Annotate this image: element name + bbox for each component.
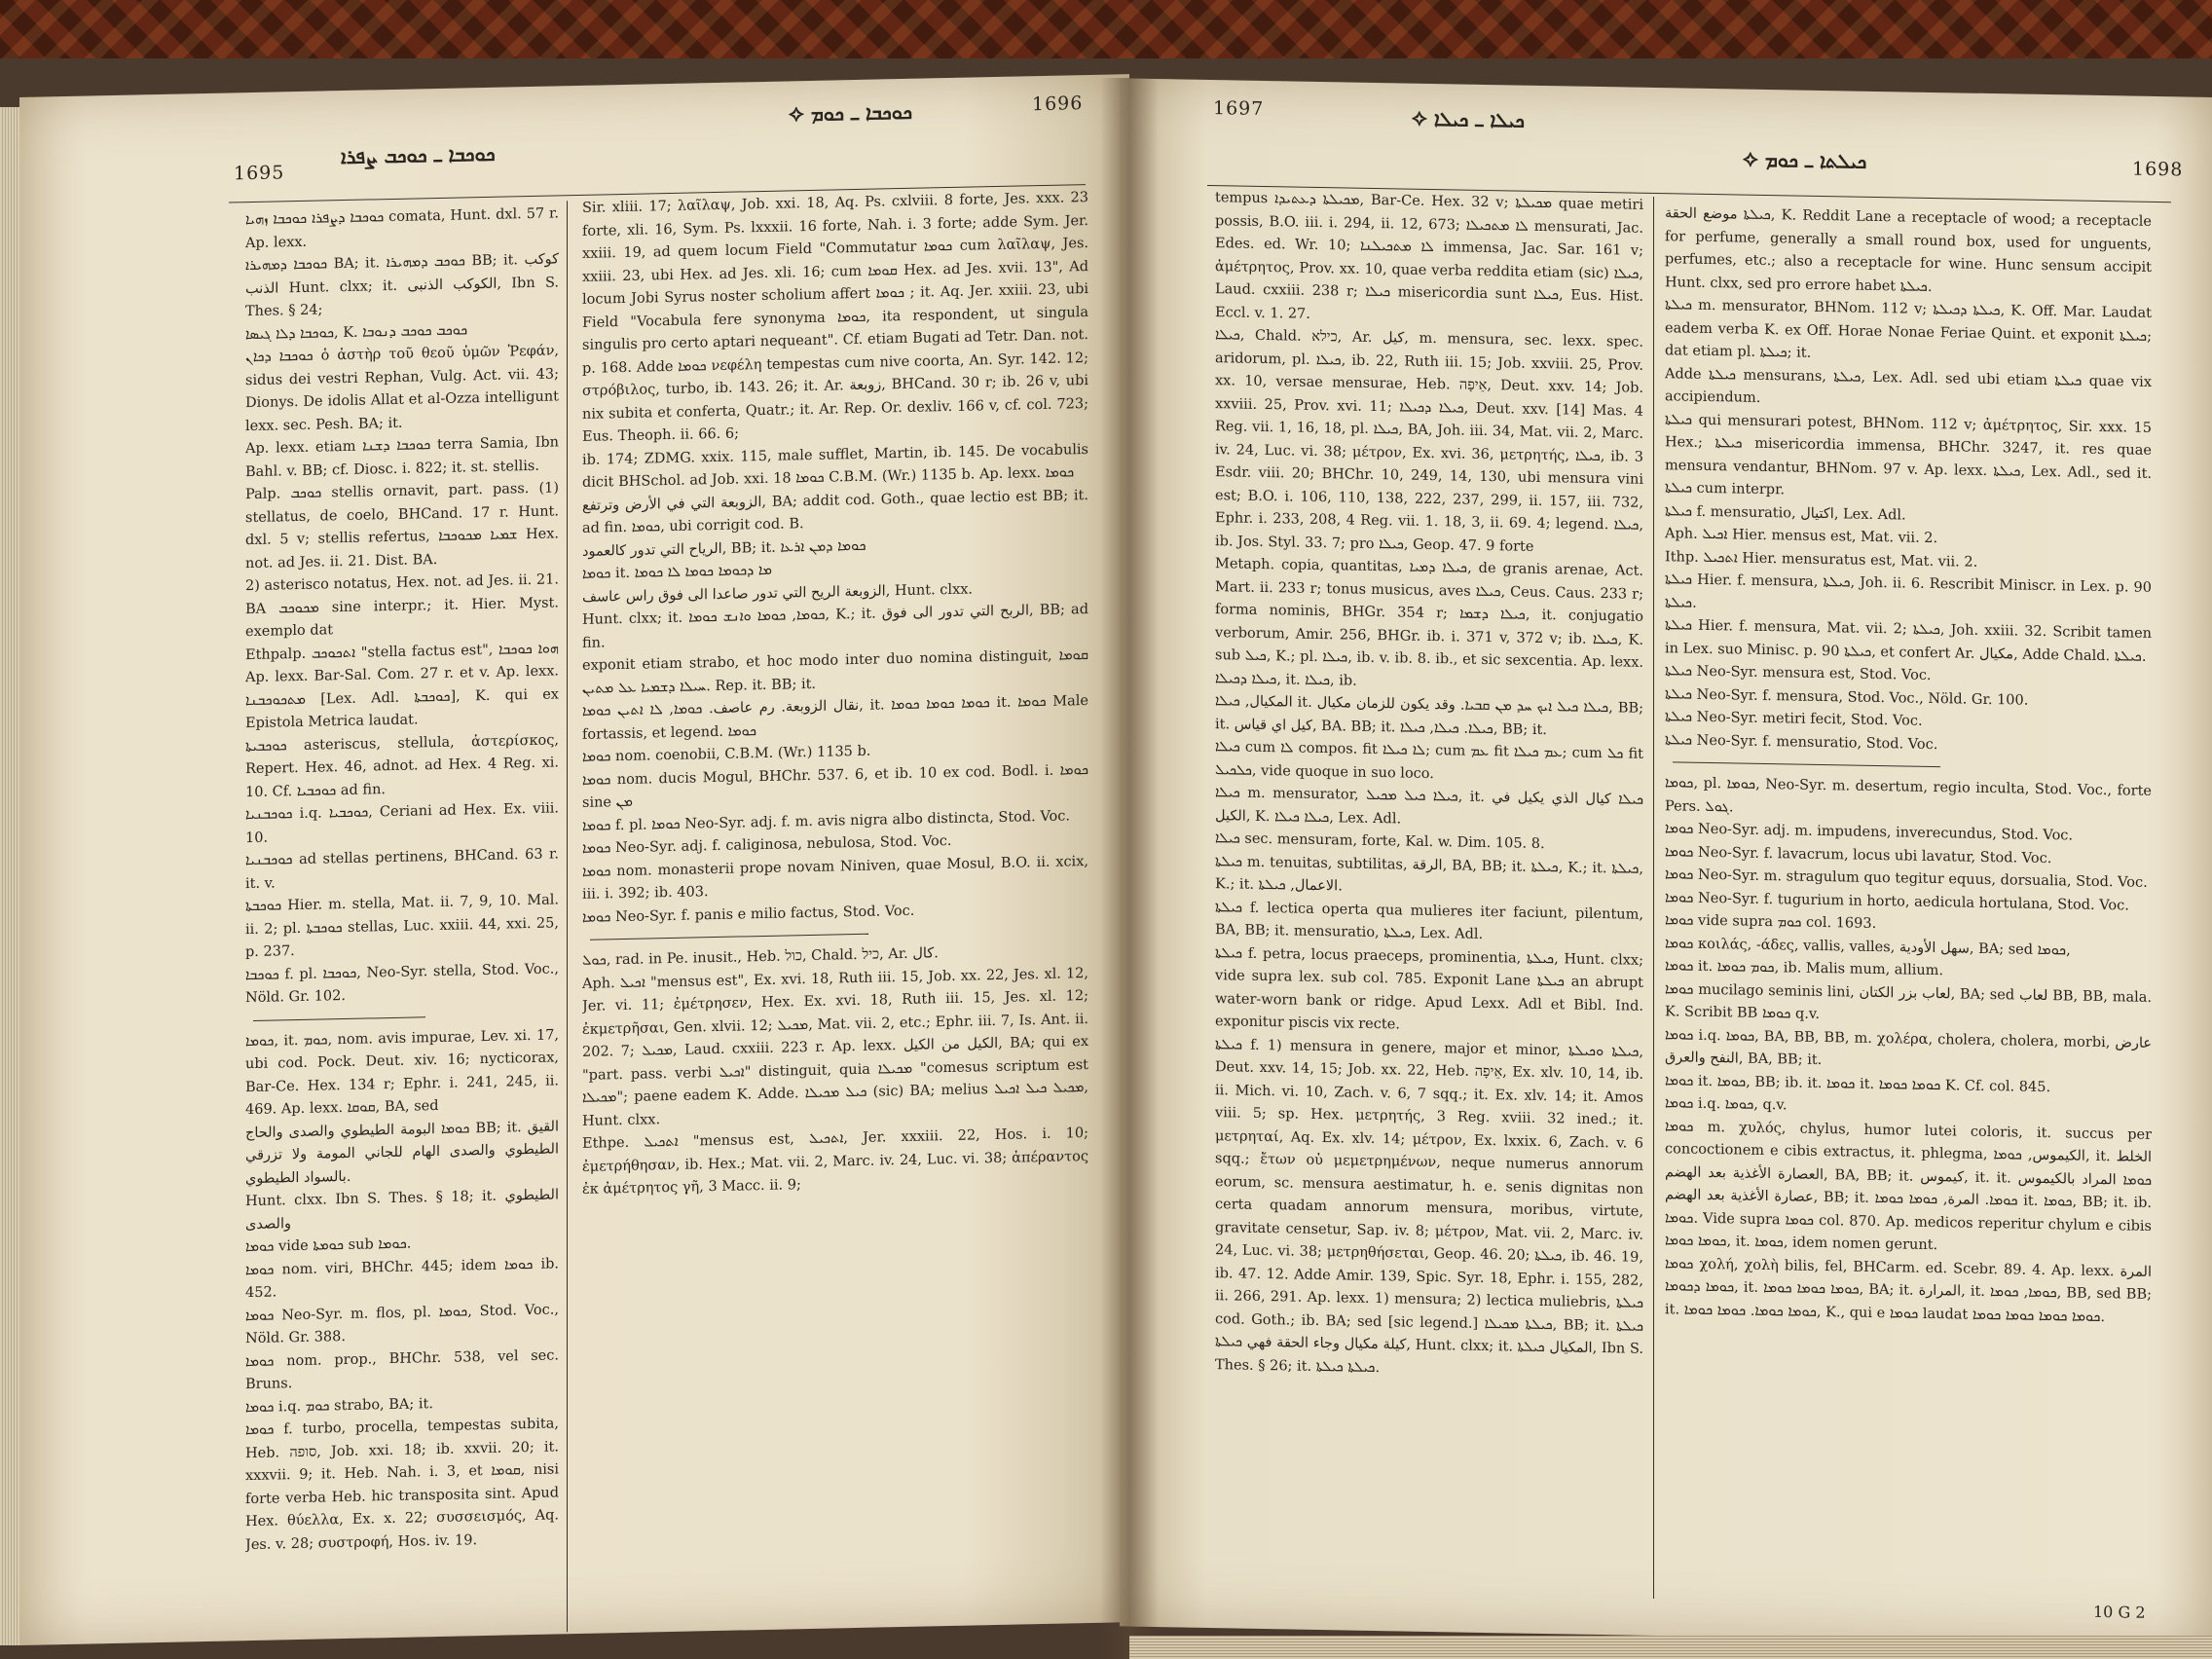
dictionary-entry: 2) asterisco notatus, Hex. not. ad Jes. ii. 21. BA ܡܟܘܟܒ sine interpr.; it. Hier. Myst. exemplo dat bbox=[245, 571, 559, 641]
right-page-column-2 bbox=[1665, 203, 2152, 1594]
dictionary-entry: ܟܝܠܐ sec. mensuram, forte, Kal. w. Dim. 105. 8. bbox=[1215, 830, 1545, 853]
dictionary-entry: Hunt. clxx. Ibn S. Thes. § 18; it. الطيطوي والصدى bbox=[245, 1187, 559, 1233]
column-entries bbox=[245, 203, 559, 1010]
dictionary-entry: ܟܝܠܬܐ f. petra, locus praeceps, prominentia, ܟܝܠܬܐ, Hunt. clxx; vide supra lex. sub col. 785. Exponit Lane ܟܝܠܬܐ an abrupt water-worn bank or ridge. Apud Lexx. Adl et Bibl. Ind. exponitur piscis vix recte. bbox=[1215, 944, 1643, 1033]
dictionary-entry: ܟܘܟܒܐ ܕܟܐܢ ὁ ἀστὴρ τοῦ θεοῦ ὑμῶν Ῥεφάν, sidus dei vestri Rephan, Vulg. Act. vii. 43; Dionys. De idolis Allat et al-Ozza intelligunt lexx. sec. Pesh. BA; it. bbox=[245, 343, 559, 434]
column-entries bbox=[1215, 187, 1643, 1384]
dictionary-entry: exponit etiam strabo, et hoc modo inter duo nomina distinguit, ܩܘܡܐ ܚܝܠܐ ܕܫܡܝܐ ܥܠ ܡܬܝܢ. Rep. it. BB; it. bbox=[582, 647, 1088, 697]
dictionary-entry: ܟܘܡܐ nom. prop., BHChr. 538, vel sec. Bruns. bbox=[245, 1346, 559, 1393]
dictionary-entry: ܟܘܡܐ البومة الطيطوي والصدى والحاج BB; it. القيق الطيطوي والصدى الهام للجاني المومة ولا تزرقي بالسواد الطيطوي. bbox=[245, 1118, 559, 1187]
dictionary-entry: ܟܘܡܐ f. pl. ܟܘܡܐ Neo-Syr. adj. f. m. avis nigra albo distincta, Stod. Voc. bbox=[582, 807, 1071, 834]
dictionary-entry: ܟܘܡܐ vide supra ܟܘܡ col. 1693. bbox=[1665, 912, 1877, 932]
dictionary-entry: ܟܘܡܐ Neo-Syr. m. stragulum quo tegitur equus, dorsualia, Stod. Voc. bbox=[1665, 866, 2148, 891]
signature-mark: 10 G 2 bbox=[2093, 1602, 2146, 1622]
dictionary-entry: نقال الزوبعة. رم عاصف. ܟܘܡܐ, ܠܐ ܐܬܝܢ ܟܘܡܐ, it. ܟܘܡܐ ܟܘܡܐ ܟܘܡܐ it. ܟܘܡܐ Male fortassis, et legend. ܟܘܡܐ bbox=[582, 693, 1088, 743]
dictionary-entry: ܟܘܡܐ mucilago seminis lini, لعاب بزر الكتان, BA; sed لعاب BB, BB, mala. K. Scribit BB ܟܘܡܐ q.v. bbox=[1665, 980, 2152, 1022]
dictionary-entry: Ithp. ܐܬܟܝܠ Hier. mensuratus est, Mat. vii. 2. bbox=[1665, 548, 1978, 571]
dictionary-entry: ܟܘܡܐ χολή, χολὴ bilis, fel, BHCarm. ed. Scebr. 89. 4. Ap. lexx. المرة ܟܘܡܐ ܕܟܘܡܐ, it. ܟܘܡܐ ܟܘܡܐ ܟܘܡܐ, BA; it. المرارة, it. ܟܘܡܐ, ܟܘܡܐ, BB, sed BB; it. ܟܘܡܐ ܟܘܡܐ. ܟܘܡܐ ܟܘܡܐ, K., qui e ܟܘܡܐ laudat ܟܘܡܐ ܟܘܡܐ ܟܘܡܐ ܟܘܡܐ. bbox=[1665, 1255, 2152, 1325]
dictionary-entry: ܟܘܡܐ it. ܟܘܡ ܟܘܡܐ, ib. Malis mum, allium. bbox=[1665, 958, 1944, 979]
dictionary-entry: ܟܝܠܐ cum ܠܐ compos. fit ܠܐ ܟܝܠܐ; cum ܥܡ fit ܥܡ ܟܝܠܐ; cum ܟܠ fit ܟܠܟܝܠ, vide quoque in suo loco. bbox=[1215, 739, 1643, 782]
left-page-column-1 bbox=[245, 203, 559, 1641]
dictionary-entry: ܟܝܠܬܐ f. 1) mensura in genere, major et minor, ܟܝܠܬܐ ܘܟܝܠܬܐ, Deut. xxv. 14, 15; Job. xx. 22, Heb. אֵיפָה, Ex. xlv. 10, 14, ib. ii. Mich. vi. 10, Zach. v. 6, 7 sqq.; it. Ex. xlv. 14; it. Amos viii. 5; sp. Hex. μετρητής, 3 Reg. xviii. 32 ined.; it. μετρηταί, Aq. Ex. xlv. 14; μέτρον, Ex. lxxix. 6, Zach. v. 6 sqq.; ἔτων οὐ μεμετρημένων, neque numerus annorum eorum, sc. mensura aestimatur, h. e. senis dignitas non certa quadam annorum mensura, moribus, virtute, gravitate censetur, Sap. iv. 8; μέτρον, Mat. vii. 2, Marc. iv. 24, Luc. vi. 38; μετρηθήσεται, Geop. 46. 20; ܟܝܠܬܐ, ib. 46. 19, ib. 47. 12. Adde Amir. 139, Spic. Syr. 18, Ephr. i. 155, 282, ii. 266, 291. Ap. lexx. 1) mensura; 2) lectica muliebris, ܟܝܠܬܐ cod. Goth.; ib. BA; sed [sic legend.] ܟܝܠܬܐ ܡܟܝܠܐ, BB; it. ܟܝܠܬܐ كيلة مكيال وجاء الحقة فهي ܟܝܠܬܐ, Hunt. clxx; it. المكيال ܟܝܠܬܐ, Ibn S. Thes. § 26; it. ܟܝܠܬܐ ܟܝܠܬܐ. bbox=[1215, 1036, 1643, 1376]
dictionary-entry: ܟܝܠܬܐ Hier. f. mensura, ܟܝܠܬܐ, Joh. ii. 6. Rescribit Miniscr. in Lex. p. 90 ܟܝܠܬܐ. bbox=[1665, 571, 2152, 611]
dictionary-entry: ܟܝܠܬܐ Hier. f. mensura, Mat. vii. 2; ܟܝܠܬܐ, Joh. xxiii. 32. Scribit tamen in Lex. suo Minisc. p. 90 ܟܝܠܬܐ, et confert Ar. مكيال, Adde Chald. ܟܝܠܬܐ. bbox=[1665, 617, 2152, 665]
dictionary-entry: الرياح التي تدور كالعمود, BB; it. ܟܘܡܐ ܕܡܢ ܐܪܥܐ bbox=[582, 537, 866, 560]
dictionary-entry: ib. 174; ZDMG. xxix. 115, male sufflet, Martin, ib. 145. De vocabulis dicit BHSchol. ad Job. xxi. 18 ܟܘܡܐ C.B.M. (Wr.) 1135 b. Ap. lexx. ܟܘܡܐ bbox=[582, 441, 1088, 491]
book-gutter bbox=[1100, 78, 1159, 1659]
entry-rule bbox=[590, 934, 868, 940]
dictionary-entry: المكيال, ܟܝܠܐ it. ܟܝܠܐ ܟܝܠ ܐܝܟ ܚܕ ܡܢ ܩܒܝܐ. وقد يكون للزمان مكيال, BB; it. كيل اي قياس, BA. BB; it. ܟܝܠܐ. ܟܝܠܐ, ܟܝܠܐ, BB; it. bbox=[1215, 693, 1643, 738]
column-entries-b bbox=[1665, 772, 2152, 1330]
dictionary-entry: ܟܘܟܒܐ f. pl. ܟܘܟܒܐ, Neo-Syr. stella, Stod. Voc., Nöld. Gr. 102. bbox=[245, 960, 559, 1007]
dictionary-entry: tempus ܡܟܝܠܬܐ ܕܥܬܝܕܐ, Bar-Ce. Hex. 32 v; ܡܟܝܠܬܐ quae metiri possis, B.O. iii. i. 294, ii. 12, 673; ܠܐ ܡܬܟܝܠܐ mensurati, Jac. Edes. ed. Wr. 10; ܠܐ ܡܬܟܝܠܢܐ immensa, Jac. Sar. 161 v; ἀμέτρητος, Prov. xx. 10, quae verba reddita etiam (sic) ܟܝܠܐ, Laud. cxxiii. 238 r; ܟܝܠܐ misericordia sunt ܟܝܠܐ, Eus. Hist. Eccl. v. 1. 27. bbox=[1215, 190, 1643, 322]
column-entries-b bbox=[582, 940, 1088, 1201]
dictionary-entry: ܟܘܡܐ vide ܟܘܡܬܐ sub ܟܘܡܐ. bbox=[245, 1235, 412, 1256]
dictionary-entry: Adde ܟܝܠܬܐ mensurans, ܟܝܠܬܐ, Lex. Adl. sed ubi etiam ܟܝܠܬܐ quae vix accipiendum. bbox=[1665, 365, 2152, 406]
dictionary-entry: ܟܘܟܒܢܝܐ i.q. ܟܘܟܒܝܐ, Ceriani ad Hex. Ex. viii. 10. bbox=[245, 800, 559, 846]
dictionary-entry: ܟܘܠ, rad. in Pe. inusit., Heb. כול, Chald. כיל, Ar. كال. bbox=[582, 945, 939, 969]
right-page-column-1 bbox=[1215, 187, 1643, 1606]
left-page-column-2 bbox=[582, 187, 1088, 1634]
folio-1698: 1698 bbox=[2132, 158, 2184, 181]
dictionary-entry: ܟܘܡܐ nom. viri, BHChr. 445; idem ܟܘܡܐ ib. 452. bbox=[245, 1255, 559, 1302]
dictionary-entry: Ethpalp. ܐܬܟܘܟܒ "stella factus est", ܗܘܐ ܟܘܟܒܐ Ap. lexx. Bar-Sal. Com. 27 r. et v. Ap. lexx. ܡܬܟܘܟܒܢܐ [Lex. Adl. ܟܘܟܒܬܐ], K. qui ex Epistola Metrica laudat. bbox=[245, 640, 559, 732]
dictionary-entry: ܟܘܟܒܐ ܕܠܐ ܓܝܣܐ, K. ܟܘܟܒ ܟܘܟܒ ܕܢܘܒܐ bbox=[245, 321, 468, 343]
dictionary-entry: Aph. ܐܟܝܠ Hier. mensus est, Mat. vii. 2. bbox=[1665, 526, 1938, 547]
dictionary-entry: ܟܝܠܬܐ f. mensuratio, اكتيال, Lex. Adl. bbox=[1665, 502, 1906, 524]
dictionary-entry: ܟܝܠܐ, Chald. כילא, Ar. كيل, m. mensura, sec. lexx. spec. aridorum, pl. ܟܝܠܐ, ib. 22, Ruth iii. 15; Job. xxviii. 25, Prov. xx. 10, versae mensurae, Heb. אֵיפָה, Deut. xxv. 14; Job. xxviii. 25, Prov. xvi. 11; ܟܝܠܐ ܕܟܝܠܐ, Deut. xxv. [14] Mas. 4 Reg. vii. 1, 16, 18, pl. ܟܝܠܐ, BA, Joh. iii. 34, Mat. vii. 2, Marc. iv. 24, Luc. vi. 38; μέτρον, Ex. xvi. 36, μετρητής, ܟܝܠܐ, ib. 3 Esdr. viii. 20; BHChr. 10, 249, 14, 130, ubi mensura vini est; B.O. i. 106, 110, 138, 222, 237, 299, ii. 157, iii. 732, Ephr. i. 233, 208, 4 Reg. vii. 1. 18, 3, ii. 69. 4; legend. ܟܝܠܐ, ib. Jos. Styl. 33. 7; pro ܟܝܠܐ, Geop. 47. 9 forte bbox=[1215, 327, 1643, 555]
dictionary-entry: ܟܘܡܐ i.q. ܟܘܡ strabo, BA; it. bbox=[245, 1395, 433, 1416]
dictionary-entry: ܟܘܡܐ nom. monasterii prope novam Niniven, quae Mosul, B.O. ii. xcix, iii. i. 392; ib. 403. bbox=[582, 853, 1088, 903]
dictionary-entry: Ap. lexx. etiam ܟܘܟܒܐ ܕܫܢܐ terra Samia, Ibn Bahl. v. BB; cf. Diosc. i. 822; it. st. stellis. bbox=[245, 434, 559, 480]
dictionary-entry: ܟܝܠܬܐ Neo-Syr. f. mensuratio, Stod. Voc. bbox=[1665, 731, 1938, 753]
dictionary-entry: ܟܝܠܬܐ Neo-Syr. metiri fecit, Stod. Voc. bbox=[1665, 709, 1923, 729]
dictionary-entry: Hunt. clxx; it. ܟܘܡܐ, ܟܘܡܐ ܘܐܢܫ ܟܘܡܐ, K.; it. الربح التي تدور الى فوق, BB; ad fin. bbox=[582, 602, 1088, 651]
dictionary-entry: ܟܘܡܐ Neo-Syr. m. flos, pl. ܟܘܡܐ, Stod. Voc., Nöld. Gr. 388. bbox=[245, 1301, 559, 1347]
dictionary-entry: ܟܘܡܐ it. ܟܘܡܐ, BB; ib. it. ܟܘܡܐ it. ܟܘܡܐ ܟܘܡܐ K. Cf. col. 845. bbox=[1665, 1072, 2051, 1095]
dictionary-entry: Ethpe. ܐܬܟܝܠ "mensus est, ܐܬܟܝܠ, Jer. xxxiii. 22, Hos. i. 10; ἐμετρήθησαν, ib. Hex.; Mat. vii. 2, Marc. iv. 24, Luc. vi. 38; ἀπέραντος ἐκ ἀμέτρητος γῆ, 3 Macc. ii. 9; bbox=[582, 1125, 1088, 1198]
dictionary-entry: ܟܘܡܐ Neo-Syr. adj. f. caliginosa, nebulosa, Stod. Voc. bbox=[582, 832, 952, 857]
dictionary-entry: ܟܝܠܬܐ m. mensurator, BHNom. 112 v; ܟܝܠܬܐ ܕܟܝܠܬܐ, K. Off. Mar. Laudat eadem verba K. ex Off. Horae Nonae Feriae Quint. et exponit ܟܝܠܬܐ; dat etiam pl. ܟܝܠܬܐ; it. bbox=[1665, 297, 2152, 361]
dictionary-entry: ܟܘܡܐ, pl. ܟܘܡܐ, Neo-Syr. m. desertum, regio inculta, Stod. Voc., forte Pers. ܓܘܠ. bbox=[1665, 775, 2152, 815]
page-edges bbox=[0, 107, 19, 1645]
dictionary-entry: ܟܘܡܐ i.q. ܟܘܡܐ, q.v. bbox=[1665, 1095, 1788, 1114]
dictionary-entry: ܟܘܟܒܐ ܕܡܗܝܪܐ BA; it. ܟܘܟܒ ܕܡܗܝܪܐ BB; it. كوكب الذنب Hunt. clxx; it. الكوكب الذنبى, Ibn S. Thes. § 24; bbox=[245, 251, 559, 320]
dictionary-entry: ܟܝܠܬܐ Neo-Syr. mensura est, Stod. Voc. bbox=[1665, 663, 1932, 683]
column-entries bbox=[582, 187, 1088, 930]
dictionary-entry: الزوبعة الريح التي تدور صاعدا الى فوق راس عاسف, Hunt. clxx. bbox=[582, 580, 974, 606]
dictionary-entry: ܟܘܡܐ Neo-Syr. f. lavacrum, locus ubi lavatur, Stod. Voc. bbox=[1665, 843, 2052, 866]
dictionary-entry: ܟܘܟܒܝܬܐ asteriscus, stellula, ἀστερίσκος, Repert. Hex. 46, adnot. ad Hex. 4 Reg. xi. 10. Cf. ܟܘܟܒܝܐ ad fin. bbox=[245, 731, 559, 800]
dictionary-entry: ܟܘܡܐ κοιλάς, -άδες, vallis, valles, سهل الأودية, BA; sed ܟܘܡܐ, bbox=[1665, 935, 2071, 958]
dictionary-entry: ܟܘܟܒܬܐ Hier. m. stella, Mat. ii. 7, 9, 10. Mal. ii. 2; pl. ܟܘܟܒܬܐ stellas, Luc. xxiii. 44, xxi. 25, p. 237. bbox=[245, 892, 559, 961]
dictionary-entry: ܟܝܠܬܐ m. tenuitas, subtilitas, الرقة, BA, BB; it. ܟܝܠܬܐ, K.; it. ܟܝܠܬܐ, K.; it. الاعمال, ܟܝܠܬܐ. bbox=[1215, 853, 1643, 895]
entry-rule bbox=[1673, 761, 1940, 767]
dictionary-entry: الزوبعة التي في الأرض وترتفع, BA; addit cod. Goth., quae lectio est BB; it. ad fin. ܟܘܡܐ, ubi corrigit cod. B. bbox=[582, 487, 1088, 536]
dictionary-entry: ܟܘܡܐ f. turbo, procella, tempestas subita, Heb. סופה, Job. xxi. 18; ib. xxvii. 20; it. xxxvii. 9; it. Heb. Nah. i. 3, et ܩܘܡܐ, nisi forte verba Heb. hic transposita sint. Apud Hex. θύελλα, Ex. x. 22; συσσεισμός, Aq. Jes. v. 28; συστροφή, Hos. iv. 19. bbox=[245, 1416, 559, 1553]
dictionary-entry: ܟܘܟܒܐ ܕܨܦܪܐ ܟܘܟܒܐ ܙܗܝܐ comata, Hunt. dxl. 57 r. Ap. lexx. bbox=[245, 205, 559, 251]
dictionary-entry: Sir. xliii. 17; λαῖλαψ, Job. xxi. 18, Aq. Ps. cxlviii. 8 forte, Jes. xxx. 23 forte, xli. 16, Sym. Ps. lxxxii. 16 forte, Nah. i. 3 forte; adde Sym. Jer. xxiii. 19, ad quem locum Field "Commutatur ܟܘܡܐ cum λαῖλαψ, Jes. xxiii. 23, ubi Hex. ad Jes. xli. 16; cum ܩܘܡܐ Hex. ad Jes. xvii. 13", Ad locum Jobi Syrus noster scholium affert ܟܘܡܐ ; it. Aq. Jer. xxiii. 23, ubi Field "Vocabula fere synonyma ܟܘܡܐ, ita respondent, ut singula singulis pro certo aptari nequeant". Cf. etiam Bugati ad Tetr. Dan. not. p. 168. Adde ܟܘܡܐ νεφέλη tempestas cum nive coorta, An. Syr. 142. 12; στρόβιλος, turbo, ib. 143. 26; it. Ar. زوبعة, BHCand. 30 r; ib. 26 v, ubi nix subita et conferta, Quatr.; it. Ar. Rep. Or. dexliv. 166 v, cf. col. 723; Eus. Theoph. ii. 66. 6; bbox=[582, 190, 1088, 445]
dictionary-entry: ܟܝܠܐ m. mensurator, ܟܝܠܐ ܟܝܠ ܡܟܝܠ, it. ܟܝܠܐ كيال الذي يكيل في الكيل, K. ܟܝܠܐ ܟܝܠܐ, Lex. Adl. bbox=[1215, 785, 1643, 827]
dictionary-entry: ܟܘܡܐ m. χυλός, chylus, humor lutei coloris, it. succus per concoctionem e cibis extractus, it. phlegma, الكيموس, ܟܘܡܐ, it. الخلط العصارة الأغذية بعد الهضم, BA, BB; it. كيموس, it. it. ܟܘܡܐ المراد بالكيموس عصارة الأغذية بعد الهضم, BB; it. ܟܘܡܐ. المرة, ܟܘܡܐ ܟܘܡܐ it. ܟܘܡܐ, BB; it. ib. ܟܘܡܐ. Vide supra ܟܘܡܐ col. 870. Ap. medicos reperitur chylum e cibis ܟܘܡܐ ܟܘܡܐ, it. ܟܘܡܐ, idem nomen gerunt. bbox=[1665, 1118, 2152, 1254]
right-column-divider bbox=[1653, 197, 1654, 1599]
dictionary-entry: ܟܝܠܬܐ qui mensurari potest, BHNom. 112 v; ἀμέτρητος, Sir. xxx. 15 Hex.; ܟܝܠܬܐ misericordia immensa, BHChr. 3247, it. res quae mensura vendantur, BHNom. 97 v. Ap. lexx. ܟܝܠܬܐ, Lex. Adl., sed it. ܟܝܠܬܐ cum interpr. bbox=[1665, 411, 2152, 498]
running-title-left-col: ܟܝܠܐ ـ ܟܝܠܐ ✧ bbox=[1412, 106, 1525, 132]
dictionary-entry: ܟܘܡܐ it. ܡܐ ܕܟܘܡܐ ܟܘܡܐ ܠܐ ܟܘܡܐ bbox=[582, 562, 772, 582]
folio-1696: 1696 bbox=[1032, 92, 1084, 116]
dictionary-entry: Aph. ܐܟܝܠ "mensus est", Ex. xvi. 18, Ruth iii. 15, Job. xx. 22, Jes. xl. 12, Jer. vi. 11; ἐμέτρησεν, Hex. Ex. xvi. 18, Ruth iii. 15, Jes. xl. 12; ἐκμετρῆσαι, Gen. xlvii. 12; ܡܟܝܠ, Mat. vii. 2, etc.; Ephr. iii. 7, Is. Ant. ii. 202. 7; ܡܟܝܠ, Laud. cxxiii. 223 r. Ap. lexx. الكيل من الكيل, BA; qui ex "part. pass. verbi ܐܟܝܠ" distinguit, quia ܡܟܝܠܐ "comesus scriptum est ܡܟܝܠܐ"; paene eadem K. Adde. ܟܝܠ ܡܟܝܠܐ (sic) BA; melius ܡܟܝܠ ܟܝܠ ܐܟܝܠ, Hunt. clxx. bbox=[582, 965, 1088, 1129]
dictionary-entry: Metaph. copia, quantitas, ܟܝܠܐ ܕܡܝܐ, de granis arenae, Act. Mart. ii. 233 r; tonus musicus, aves ܟܝܠܐ, Ceus. Caus. 233 r; forma nominis, BHGr. 354 r; ܟܝܠܐ ܕܫܡܐ, it. conjugatio verborum, Amir. 256, BHGr. ib. i. 371 v, 372 v; ib. ܟܝܠܐ, K. sub ܟܝܠ, K.; pl. ܟܝܠܐ, ib. v. ib. 8. ib., et sic sexcentia. Ap. lexx. ܟܝܠܐ ܕܟܝܠܐ, it. ܟܝܠܐ, ib. bbox=[1215, 556, 1643, 689]
dictionary-entry: ܟܘܟܒܢܝܐ ad stellas pertinens, BHCand. 63 r. it. v. bbox=[245, 846, 559, 892]
column-entries bbox=[1665, 203, 2152, 760]
dictionary-entry: ܟܘܡܐ, it. ܟܘܡ, nom. avis impurae, Lev. xi. 17, ubi cod. Pock. Deut. xiv. 16; nycticorax, Bar-Ce. Hex. 134 r; Ephr. i. 241, 245, ii. 469. Ap. lexx. ܩܘܩܐ, BA, sed bbox=[245, 1026, 559, 1119]
dictionary-entry: ܟܘܡܐ nom. coenobii, C.B.M. (Wr.) 1135 b. bbox=[582, 743, 871, 765]
dictionary-entry: ܟܘܡܐ Neo-Syr. f. panis e milio factus, Stod. Voc. bbox=[582, 903, 915, 926]
entry-rule bbox=[253, 1016, 425, 1021]
dictionary-entry: ܟܝܠܬܐ موضع الحقة, K. Reddit Lane a receptacle of wood; a receptacle for perfume, generally a small round box, used for unguents, perfumes, etc.; also a receptacle for wine. Hunc sensum accipit Hunt. clxx, sed pro errore habet ܟܝܠܬܐ. bbox=[1665, 205, 2152, 295]
dictionary-entry: ܟܘܡܐ i.q. ܟܘܡܐ, BA, BB, BB, m. χολέρα, cholera, cholera, morbi, عارض النفح والعرق, BA, BB; it. bbox=[1665, 1026, 2152, 1069]
column-entries-b bbox=[245, 1024, 559, 1557]
dictionary-entry: ܟܘܡܐ Neo-Syr. adj. m. impudens, inverecundus, Stod. Voc. bbox=[1665, 821, 2074, 844]
dictionary-entry: Palp. ܟܘܟܒ stellis ornavit, part. pass. (1) stellatus, de coelo, BHCand. 17 r. Hunt. dxl. 5 v; stellis refertus, ܫܡܝܐ ܡܟܘܟܒܐ Hex. not. ad Jes. ii. 21. Dist. BA. bbox=[245, 480, 559, 571]
dictionary-entry: ܟܘܡܐ Neo-Syr. f. tugurium in horto, aedicula hortulana, Stod. Voc. bbox=[1665, 889, 2129, 914]
running-title-left-col: ܟܘܟܒܐ ـ ܟܘܟܒ ܨܦܪܐ bbox=[341, 141, 496, 169]
page-bottom-edge bbox=[1129, 1636, 2212, 1659]
running-title-right-col: ܟܝܠܬܐ ـ ܟܘܡ ✧ bbox=[1743, 147, 1867, 173]
dictionary-entry: ܟܘܡܐ nom. ducis Mogul, BHChr. 537. 6, et ib. 10 ex cod. Bodl. i. ܟܘܡܐ sine ܡܢ bbox=[582, 761, 1088, 811]
running-title-right-col: ܟܘܟܒܐ ـ ܟܘܡ ✧ bbox=[789, 99, 913, 127]
left-column-divider bbox=[567, 201, 568, 1632]
left-page bbox=[19, 74, 1129, 1645]
right-page bbox=[1120, 78, 2212, 1645]
dictionary-entry: ܟܝܠܬܐ f. lectica operta qua mulieres iter faciunt, pilentum, BA, BB; it. mensuratio, ܟܝܠܬܐ, Lex. Adl. bbox=[1215, 899, 1643, 942]
folio-1695: 1695 bbox=[234, 162, 285, 185]
dictionary-entry: ܟܝܠܬܐ Neo-Syr. f. mensura, Stod. Voc., Nöld. Gr. 100. bbox=[1665, 685, 2029, 709]
folio-1697: 1697 bbox=[1213, 97, 1265, 121]
